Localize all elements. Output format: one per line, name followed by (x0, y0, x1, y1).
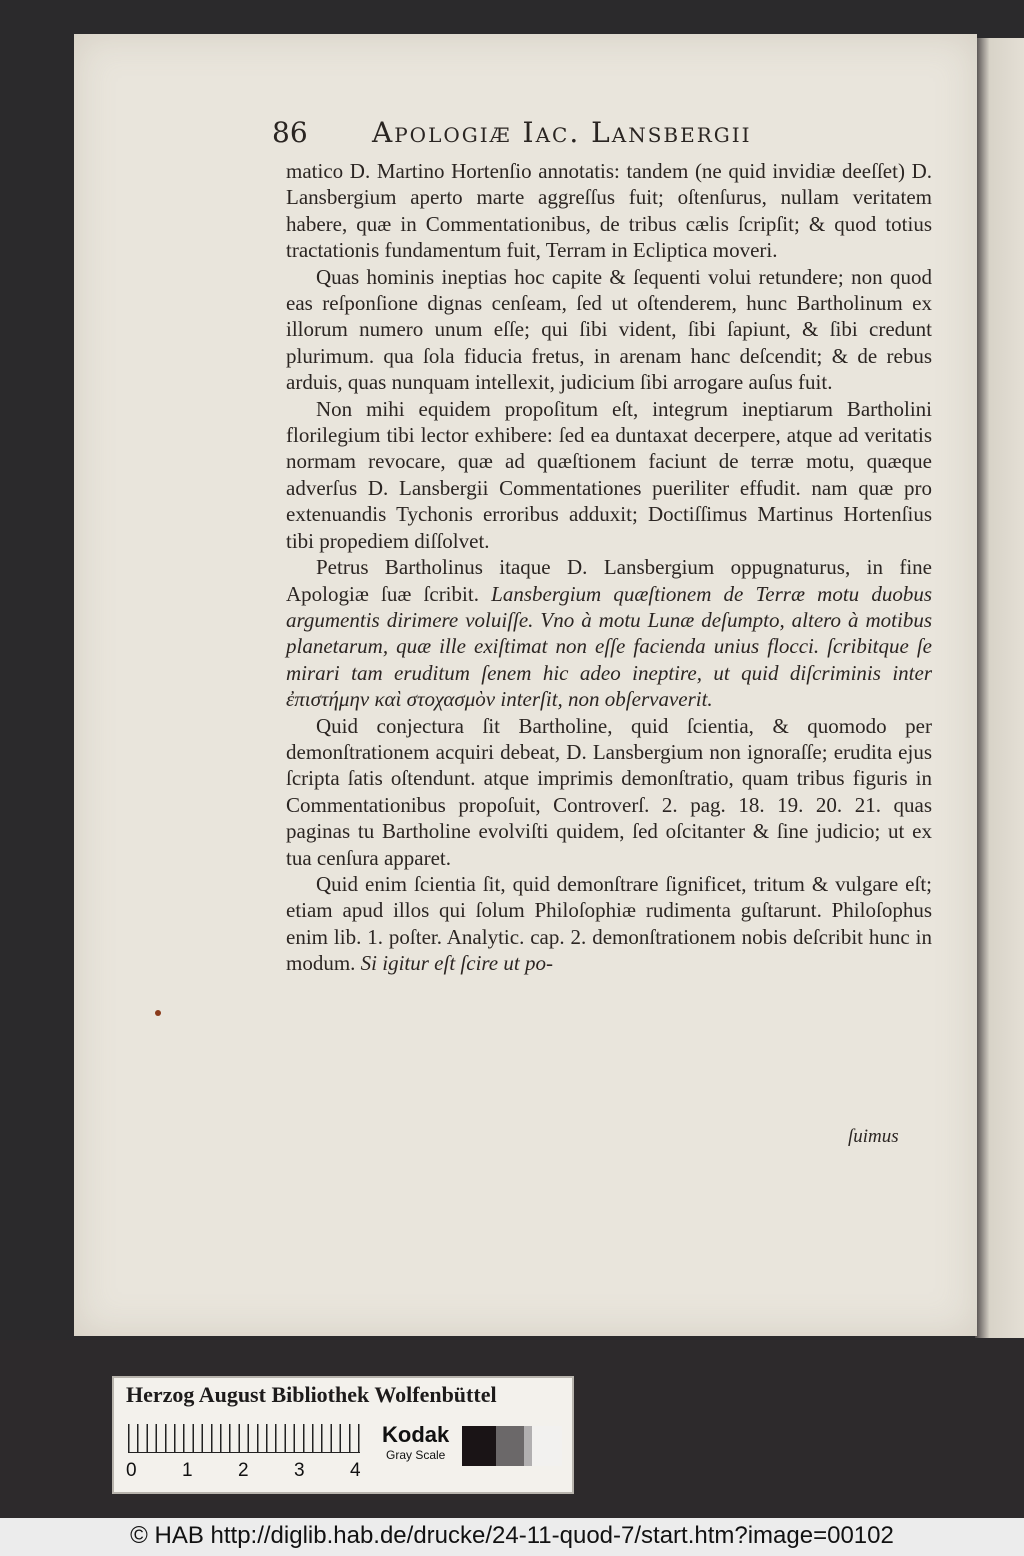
paragraph-1: matico D. Martino Hortenſio annotatis: tandem (ne quid invidiæ deeſſet) D. Lansbergium aperto marte aggreſſus fuit; oſtenſurus, nullam veritatem habere, quæ in Commentationibus, de tribus cælis ſcripſit; & quod totius tractationis fundamentum fuit, Terram in Ecliptica moveri. (286, 159, 932, 263)
scale-ruler (128, 1424, 360, 1453)
quotation-italic-2: Si igitur eſt ſcire ut po- (360, 951, 553, 976)
body-text (286, 158, 932, 977)
gray-swatch-white (532, 1426, 562, 1466)
kodak-gray-scale: Gray Scale (386, 1448, 446, 1462)
quotation-italic: Lansbergium quæſtionem de Terræ motu duobus argumentis dirimere voluiſſe. Vno à motu Lunæ deſumpto, altero à motibus planetarum, quæ ille exiſtimat non eſſe facienda unius flocci. ſcribitque ſe mirari tam eruditum ſenem hic adeo ineptire, ut quid diſcriminis inter ἐπιστήμην καὶ στοχασμὸν interſit, non obſervaverit. (286, 581, 933, 712)
ruler-number: 1 (182, 1460, 193, 1481)
ink-stain (155, 1010, 161, 1016)
paragraph-2: Quas hominis ineptias hoc capite & ſequenti volui retundere; non quod eas reſponſione dignas cenſeam, ſed ut oſtenderem, hunc Bartholinum ex illorum numero unum eſſe; qui ſibi vident, ſibi ſapiunt, & ſibi credunt plurimum. qua ſola fiducia fretus, in arenam hanc deſcendit; & de rebus arduis, quas nunquam intellexit, judicium ſibi arrogare auſus fuit. (286, 264, 932, 395)
ruler-number: 2 (238, 1460, 249, 1481)
color-target (112, 1376, 574, 1494)
paragraph-6: Quid enim ſcientia ſit, quid demonſtrare ſignificet, tritum & vulgare eſt; etiam apud illos qui ſolum Philoſophiæ rudimenta guſtarunt. Philoſophus enim lib. 1. poſter. Analytic. cap. 2. demonſtrationem nobis deſcribit hunc in modum. Si igitur eſt ſcire ut po- (286, 871, 932, 976)
ruler-numbers (120, 1460, 360, 1484)
footer-bar (0, 1518, 1024, 1556)
ruler-number: 4 (350, 1460, 361, 1481)
kodak-label (382, 1422, 472, 1472)
ruler-number: 3 (294, 1460, 305, 1481)
paragraph-3: Non mihi equidem propoſitum eſt, integrum ineptiarum Bartholini florilegium tibi lector exhibere: ſed ea duntaxat decerpere, atque ad veritatis normam revocare, quæ ad quæſtionem faciunt de terræ motu, quæque adverſus D. Lansbergii Commentationes pueriliter effudit. nam quæ pro extenuandis Tychonis erroribus adduxit; Doctiſſimus Martinus Hortenſius tibi propediem diſſolvet. (286, 396, 932, 553)
kodak-name: Kodak (382, 1422, 450, 1447)
page-header (272, 112, 872, 152)
paragraph-5: Quid conjectura ſit Bartholine, quid ſcientia, & quomodo per demonſtrationem acquiri debeat, D. Lansbergium non ignoraſſe; erudita ejus ſcripta ſatis oſtendunt. atque imprimis demonſtratio, quam tribus figuris in Commentationibus propoſuit, Controverſ. 2. pag. 18. 19. 20. 21. quas paginas tu Bartholine evolviſti quidem, ſed oſcitanter & ſine judicio; ut ex tua cenſura apparet. (286, 713, 932, 870)
running-title: Apologiæ Iac. Lansbergii (372, 116, 752, 149)
ruler-number: 0 (126, 1460, 137, 1481)
paragraph-4: Petrus Bartholinus itaque D. Lansbergium oppugnaturus, in fine Apologiæ ſuæ ſcribit. Lansbergium quæſtionem de Terræ motu duobus argumentis dirimere voluiſſe. Vno à motu Lunæ deſumpto, altero à motibus planetarum, quæ ille exiſtimat non eſſe facienda unius flocci. ſcribitque ſe mirari tam eruditum ſenem hic adeo ineptire, ut quid diſcriminis inter ἐπιστήμην καὶ στοχασμὸν interſit, non obſervaverit. (286, 555, 933, 712)
adjacent-page-edge (975, 38, 1024, 1338)
gray-swatch-black (462, 1426, 496, 1466)
copyright-url: © HAB http://diglib.hab.de/drucke/24-11-quod-7/start.htm?image=00102 (130, 1522, 894, 1549)
catchword: ſuimus (848, 1126, 899, 1147)
page-number: 86 (272, 116, 308, 149)
institution-name: Herzog August Bibliothek Wolfenbüttel (126, 1382, 497, 1407)
